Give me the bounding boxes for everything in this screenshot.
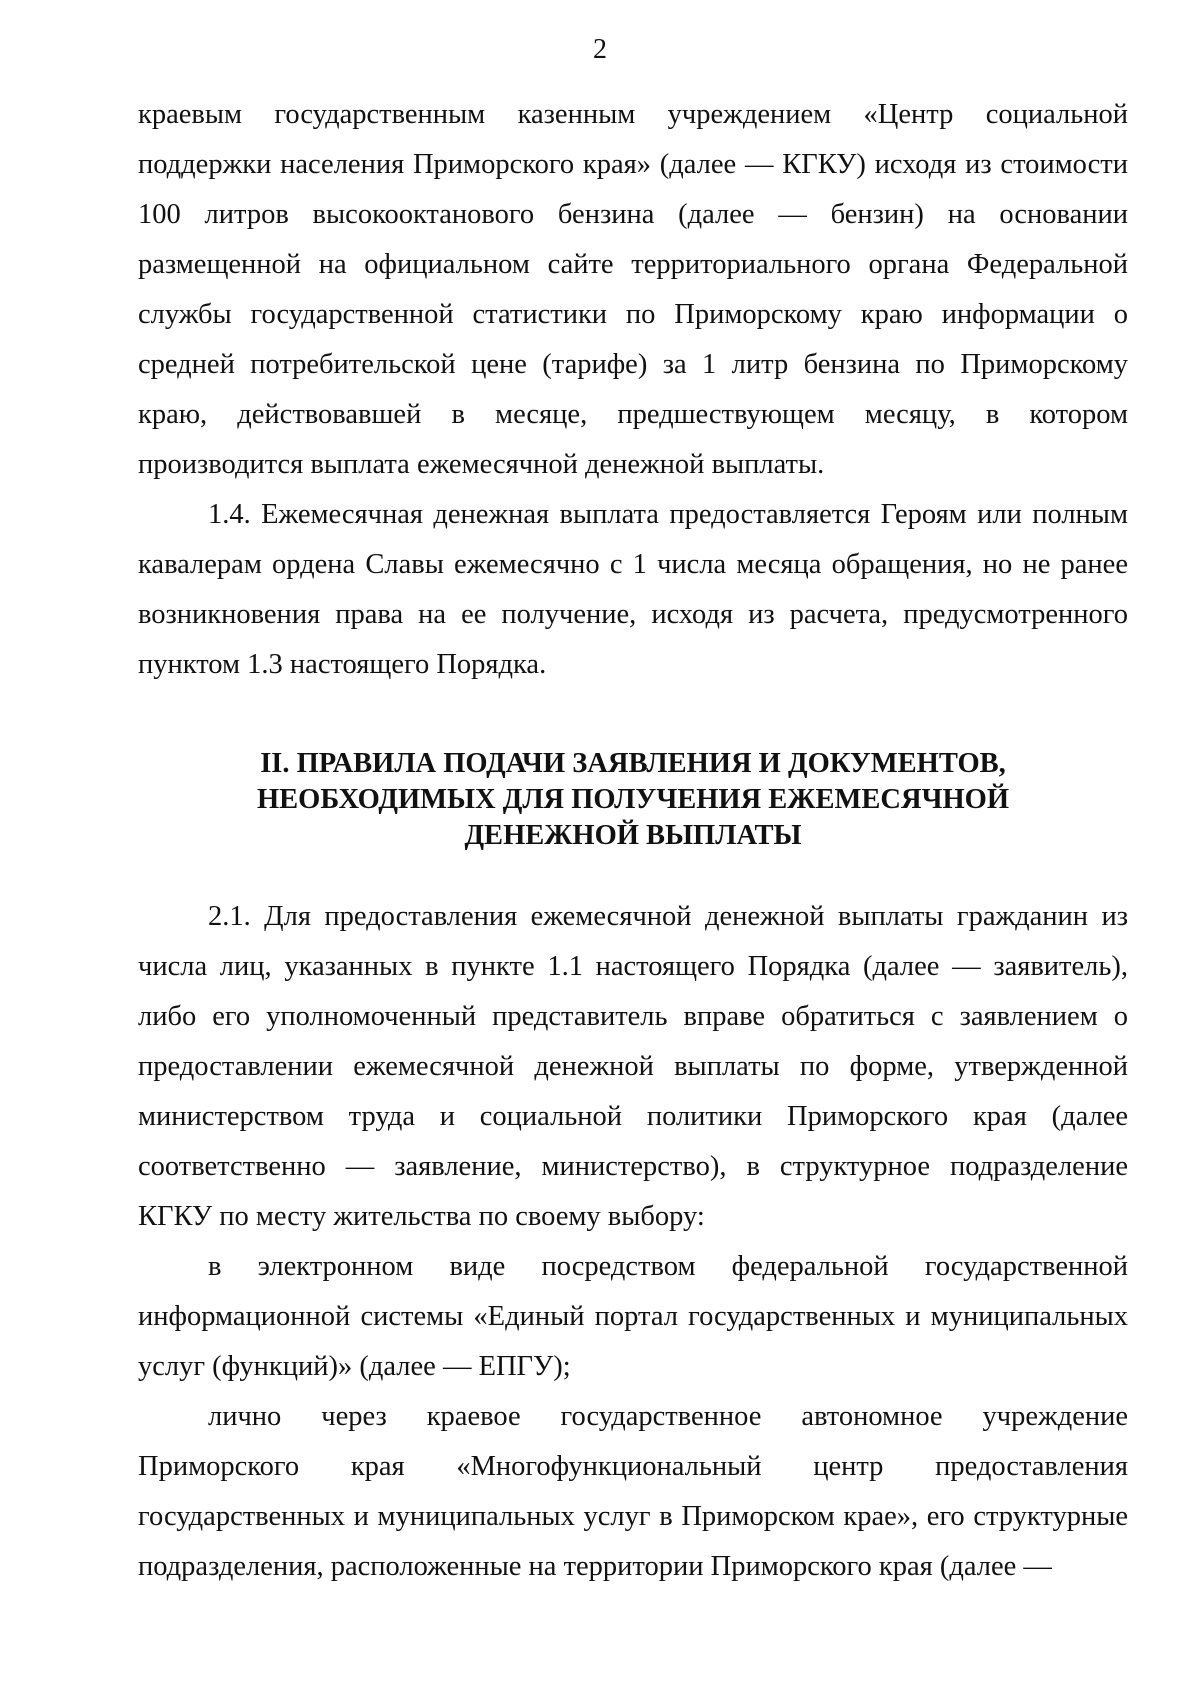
section-heading — [138, 746, 1128, 854]
section-heading-line-1: II. ПРАВИЛА ПОДАЧИ ЗАЯВЛЕНИЯ И ДОКУМЕНТОВ, — [260, 748, 1006, 779]
document-body — [138, 90, 1128, 1592]
paragraph-2-1: 2.1. Для предоставления ежемесячной денежной выплаты гражданин из числа лиц, указанных в пункте 1.1 настоящего Порядка (далее — заявитель), либо его уполномоченный представитель вправе обратиться с заявлением о предоставлении ежемесячной денежной выплаты по форме, утвержденной министерством труда и социальной политики Приморского края (далее соответственно — заявление, министерство), в структурное подразделение КГКУ по месту жительства по своему выбору: — [138, 901, 1128, 1232]
page-number: 2 — [593, 34, 607, 65]
section-heading-line-2: НЕОБХОДИМЫХ ДЛЯ ПОЛУЧЕНИЯ ЕЖЕМЕСЯЧНОЙ — [256, 784, 1009, 815]
section-heading-line-3: ДЕНЕЖНОЙ ВЫПЛАТЫ — [464, 820, 802, 851]
paragraph-in-person: лично через краевое государственное автономное учреждение Приморского края «Многофункциональный центр предоставления государственных и муниципальных услуг в Приморском крае», его структурные подразделения, расположенные на территории Приморского края (далее — — [138, 1401, 1128, 1582]
paragraph-continuation: краевым государственным казенным учреждением «Центр социальной поддержки населения Приморского края» (далее — КГКУ) исходя из стоимости 100 литров высокооктанового бензина (далее — бензин) на основании размещенной на официальном сайте территориального органа Федеральной службы государственной статистики по Приморскому краю информации о средней потребительской цене (тарифе) за 1 литр бензина по Приморскому краю, действовавшей в месяце, предшествующем месяцу, в котором производится выплата ежемесячной денежной выплаты. — [138, 99, 1128, 480]
paragraph-electronic: в электронном виде посредством федеральной государственной информационной системы «Единый портал государственных и муниципальных услуг (функций)» (далее — ЕПГУ); — [138, 1251, 1128, 1382]
paragraph-1-4: 1.4. Ежемесячная денежная выплата предоставляется Героям или полным кавалерам ордена Славы ежемесячно с 1 числа месяца обращения, но не ранее возникновения права на ее получение, исходя из расчета, предусмотренного пунктом 1.3 настоящего Порядка. — [138, 499, 1128, 680]
